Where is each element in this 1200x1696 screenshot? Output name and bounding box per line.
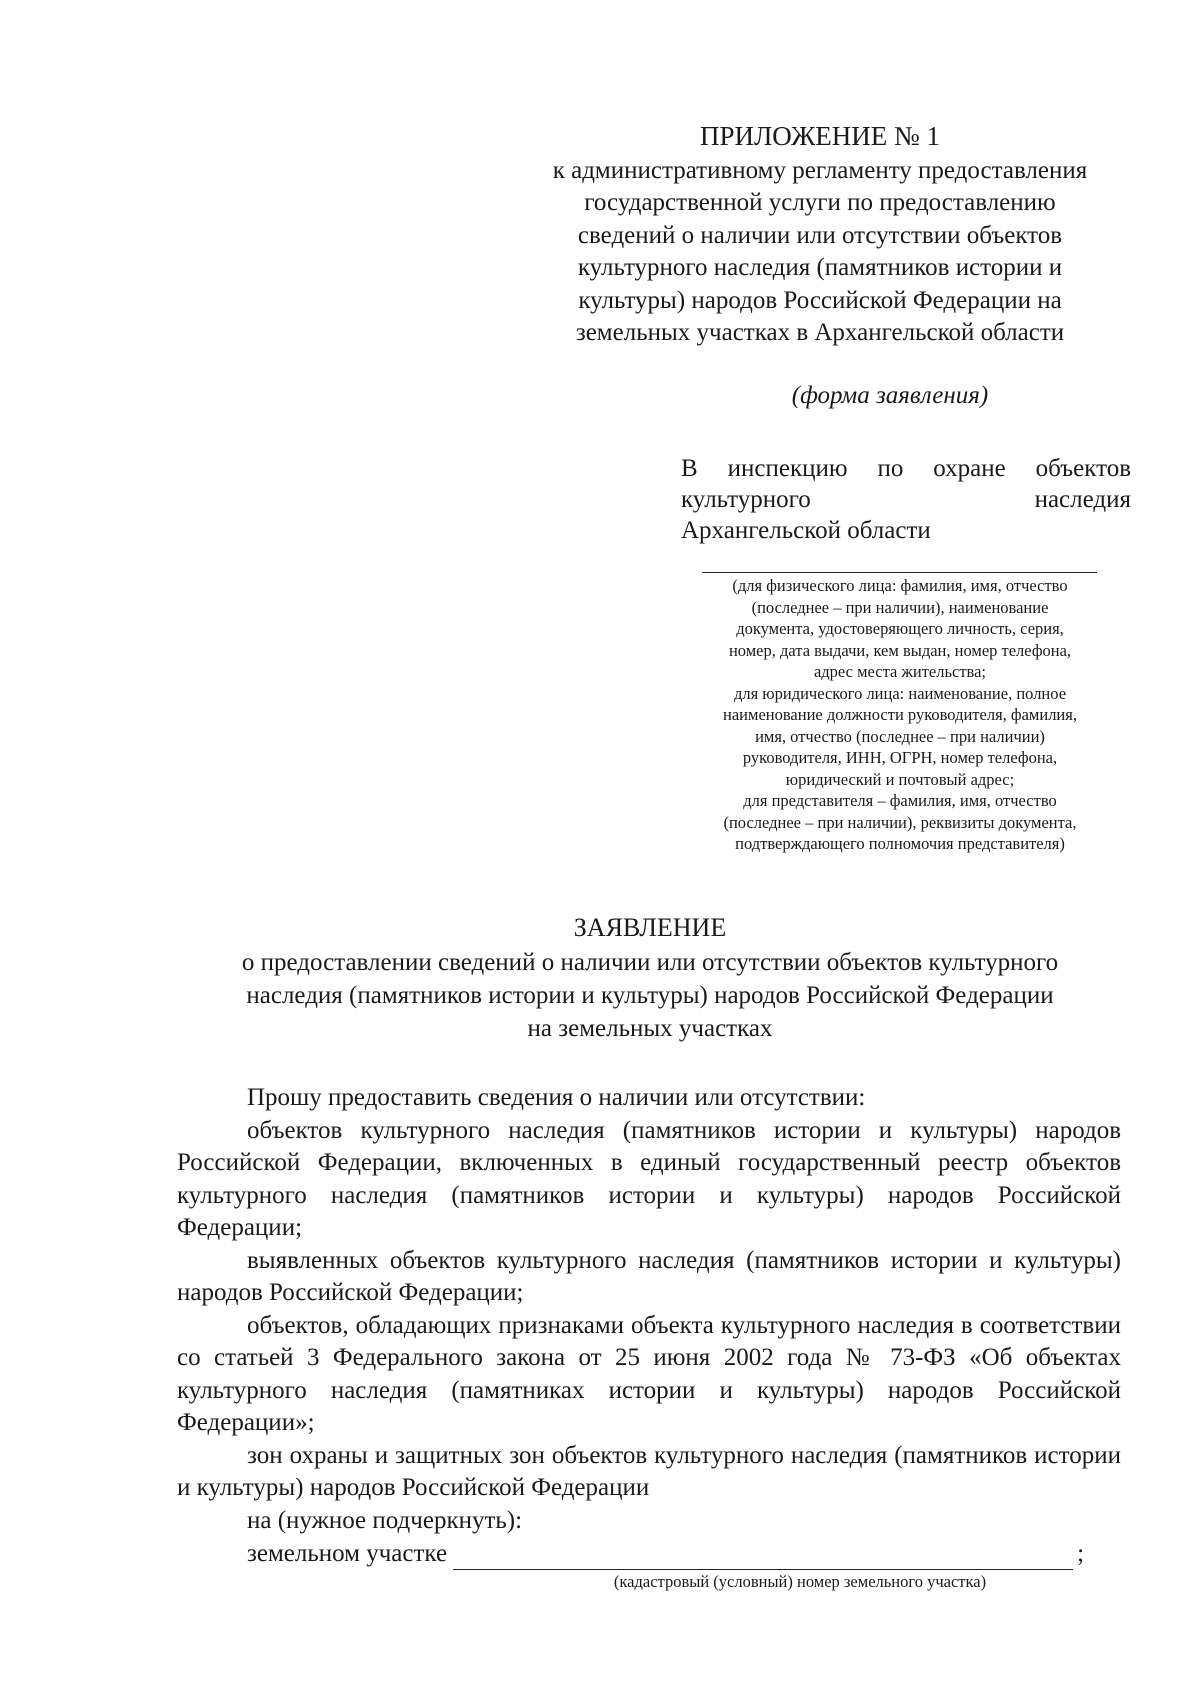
hint-line: юридический и почтовый адрес; (785, 769, 1015, 789)
recipient-line: В инспекцию по охране объектов (681, 455, 1131, 482)
land-plot-label: земельном участке (247, 1540, 448, 1567)
document-title: ЗАЯВЛЕНИЕ (573, 913, 727, 942)
request-item-signs: объектов, обладающих признаками объекта культурного наследия в соответствии со статьей 3 Федерального закона от 25 июня 2002 года № 73-ФЗ «Об объектах культурного наследия (памятниках истории и культуры) народов Российской Федерации»; (177, 1311, 1121, 1436)
land-plot-row (247, 1538, 1127, 1570)
applicant-hint (670, 575, 1130, 855)
hint-line: имя, отчество (последнее – при наличии) (755, 726, 1045, 746)
request-lead: Прошу предоставить сведения о наличии или отсутствии: (247, 1084, 866, 1111)
recipient-line: Архангельской области (681, 517, 931, 544)
appendix-line: к административному регламенту предоставления (552, 156, 1088, 184)
hint-line: адрес места жительства; (813, 662, 987, 681)
appendix-line: земельных участках в Архангельской области (575, 319, 1065, 346)
request-item-registered: объектов культурного наследия (памятников истории и культуры) народов Российской Федерации, включенных в единый государственный реестр объектов культурного наследия (памятников истории и культуры) народов Российской Федерации; (177, 1116, 1121, 1241)
document-subtitle (170, 946, 1130, 1045)
appendix-line: сведений о наличии или отсутствии объектов (577, 221, 1063, 249)
subtitle-line: наследия (памятников истории и культуры) народов Российской Федерации (246, 982, 1054, 1009)
hint-line: (последнее – при наличии), наименование (751, 597, 1049, 617)
hint-line: документа, удостоверяющего личность, серия, (736, 619, 1064, 638)
appendix-title: ПРИЛОЖЕНИЕ № 1 (699, 121, 941, 151)
cadastral-hint: (кадастровый (условный) номер земельного участка) (613, 1572, 987, 1591)
recipient-block (681, 453, 1131, 546)
appendix-line: культуры) народов Российской Федерации на (578, 286, 1062, 314)
underline-instruction: на (нужное подчеркнуть): (247, 1506, 523, 1534)
appendix-header (500, 120, 1140, 350)
hint-line: подтверждающего полномочия представителя) (735, 834, 1065, 853)
hint-line: руководителя, ИНН, ОГРН, номер телефона, (742, 748, 1058, 767)
request-body (177, 1082, 1121, 1537)
request-item-identified: выявленных объектов культурного наследия (памятников истории и культуры) народов Российской Федерации; (177, 1246, 1121, 1306)
request-item-zones: зон охраны и защитных зон объектов культурного наследия (памятников истории и культуры) народов Российской Федерации (177, 1441, 1121, 1501)
recipient-line: культурного наследия (681, 486, 1131, 513)
subtitle-line: на земельных участках (527, 1015, 773, 1042)
land-plot-end: ; (1077, 1540, 1085, 1567)
appendix-line: государственной услуги по предоставлению (584, 189, 1056, 216)
hint-line: номер, дата выдачи, кем выдан, номер телефона, (728, 640, 1072, 660)
subtitle-line: о предоставлении сведений о наличии или отсутствии объектов культурного (241, 949, 1059, 976)
appendix-line: культурного наследия (памятников истории и (577, 254, 1063, 281)
hint-line: наименование должности руководителя, фамилия, (723, 705, 1077, 724)
applicant-fill-line[interactable] (702, 572, 1097, 573)
hint-line: (последнее – при наличии), реквизиты документа, (723, 812, 1077, 832)
form-note: (форма заявления) (791, 382, 989, 409)
hint-line: для представителя – фамилия, имя, отчество (743, 791, 1057, 810)
cadastral-number-field[interactable] (453, 1545, 1073, 1570)
hint-line: (для физического лица: фамилия, имя, отчество (732, 576, 1068, 595)
hint-line: для юридического лица: наименование, полное (733, 683, 1067, 703)
